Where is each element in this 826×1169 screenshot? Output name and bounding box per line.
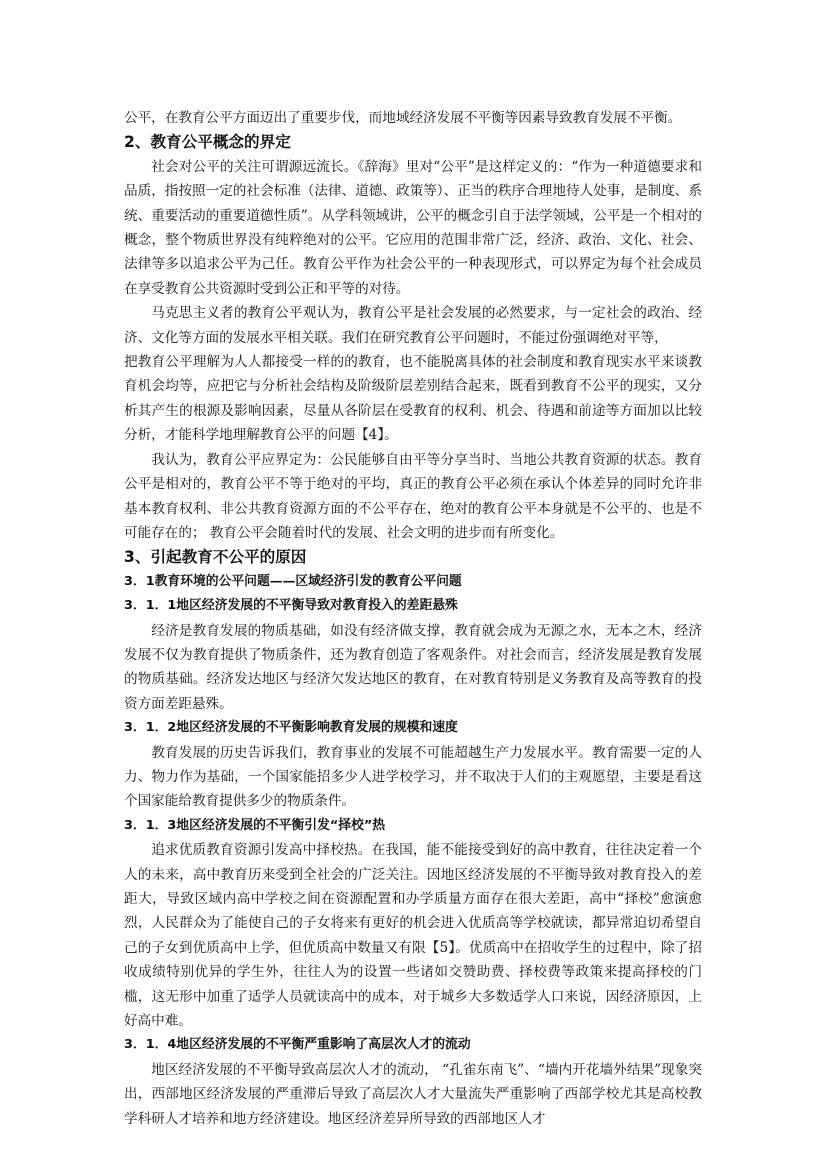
subsection-heading-3-1-2: 3．1．2地区经济发展的不平衡影响教育发展的规模和速度 bbox=[124, 720, 458, 736]
subsection-heading-3-1-1: 3．1．1地区经济发展的不平衡导致对教育投入的差距悬殊 bbox=[124, 598, 458, 614]
paragraph-fairness-definition: 社会对公平的关注可谓源远流长。《辞海》里对“公平”是这样定义的：“作为一种道德要求和品质，指按照一定的社会标准（法律、道德、政策等）、正当的秩序合理地待人处事，是制度、系统、重要活动的重要道德性质”。从学科领域讲，公平的概念引自于法学领域，公平是一个相对的概念，整个物质世界没有纯粹绝对的公平。它应用的范围非常广泛，经济、政治、文化、社会、法律等多以追求公平为己任。教育公平作为社会公平的一种表现形式，可以界定为每个社会成员在享受教育公共资源时受到公正和平等的对待。 bbox=[124, 158, 702, 297]
subsection-heading-3-1: 3．1教育环境的公平问题——区域经济引发的教育公平问题 bbox=[124, 573, 462, 589]
paragraph-author-view: 我认为，教育公平应界定为：公民能够自由平等分享当时、当地公共教育资源的状态。教育公平是相对的，教育公平不等于绝对的平均，真正的教育公平必须在承认个体差异的同时允许非基本教育权利、非公共教育资源方面的不公平存在，绝对的教育公平本身就是不公平的、也是不可能存在的； 教育公平会随着时代的发展、社会文明的进步而有所变化。 bbox=[124, 451, 702, 541]
document-page bbox=[124, 106, 702, 1131]
section-heading-3: 3、引起教育不公平的原因 bbox=[124, 548, 307, 567]
paragraph-education-history: 教育发展的历史告诉我们，教育事业的发展不可能超越生产力发展水平。教育需要一定的人力、物力作为基础，一个国家能招多少人进学校学习，并不取决于人们的主观愿望，主要是看这个国家能给教育提供多少的物质条件。 bbox=[124, 744, 702, 810]
paragraph-school-choice: 追求优质教育资源引发高中择校热。在我国，能不能接受到好的高中教育，往往决定着一个人的未来，高中教育历来受到全社会的广泛关注。因地区经济发展的不平衡导致对教育投入的差距大，导致区域内高中学校之间在资源配置和办学质量方面存在很大差距，高中“择校”愈演愈烈，人民群众为了能使自己的子女将来有更好的机会进入优质高等学校就读，都异常迫切希望自己的子女到优质高中上学，但优质高中数量又有限【5】。优质高中在招收学生的过程中，除了招收成绩特别优异的学生外，往往人为的设置一些诸如交赞助费、择校费等政策来提高择校的门槛，这无形中加重了适学人员就读高中的成本，对于城乡大多数适学人口来说，因经济原因，上好高中难。 bbox=[124, 842, 702, 1030]
paragraph-economy-basis: 经济是教育发展的物质基础，如没有经济做支撑，教育就会成为无源之水，无本之木，经济发展不仅为教育提供了物质条件，还为教育创造了客观条件。对社会而言，经济发展是教育发展的物质基础。经济发达地区与经济欠发达地区的教育，在对教育特别是义务教育及高等教育的投资方面差距悬殊。 bbox=[124, 622, 702, 712]
paragraph-talent-flow: 地区经济发展的不平衡导致高层次人才的流动， “孔雀东南飞”、“墙内开花墙外结果”现象突出，西部地区经济发展的严重滞后导致了高层次人才大量流失严重影响了西部学校尤其是高校教学科研人才培养和地方经济建设。地区经济差异所导致的西部地区人才 bbox=[124, 1061, 702, 1127]
paragraph-marxist-view-cont: 把教育公平理解为人人都接受一样的的教育，也不能脱离具体的社会制度和教育现实水平来谈教育机会均等，应把它与分析社会结构及阶级阶层差别结合起来，既看到教育不公平的现实，又分析其产生的根源及影响因素，尽量从各阶层在受教育的权利、机会、待遇和前途等方面加以比较分析，才能科学地理解教育公平的问题【4】。 bbox=[124, 354, 702, 444]
paragraph-marxist-view: 马克思主义者的教育公平观认为，教育公平是社会发展的必然要求，与一定社会的政治、经济、文化等方面的发展水平相关联。我们在研究教育公平问题时，不能过份强调绝对平等， bbox=[124, 305, 702, 346]
subsection-heading-3-1-4: 3．1．4地区经济发展的不平衡严重影响了高层次人才的流动 bbox=[124, 1037, 471, 1053]
subsection-heading-3-1-3: 3．1．3地区经济发展的不平衡引发“择校”热 bbox=[124, 817, 386, 833]
paragraph-intro: 公平，在教育公平方面迈出了重要步伐，而地域经济发展不平衡等因素导致教育发展不平衡。 bbox=[124, 110, 682, 126]
section-heading-2: 2、教育公平概念的界定 bbox=[124, 133, 291, 152]
